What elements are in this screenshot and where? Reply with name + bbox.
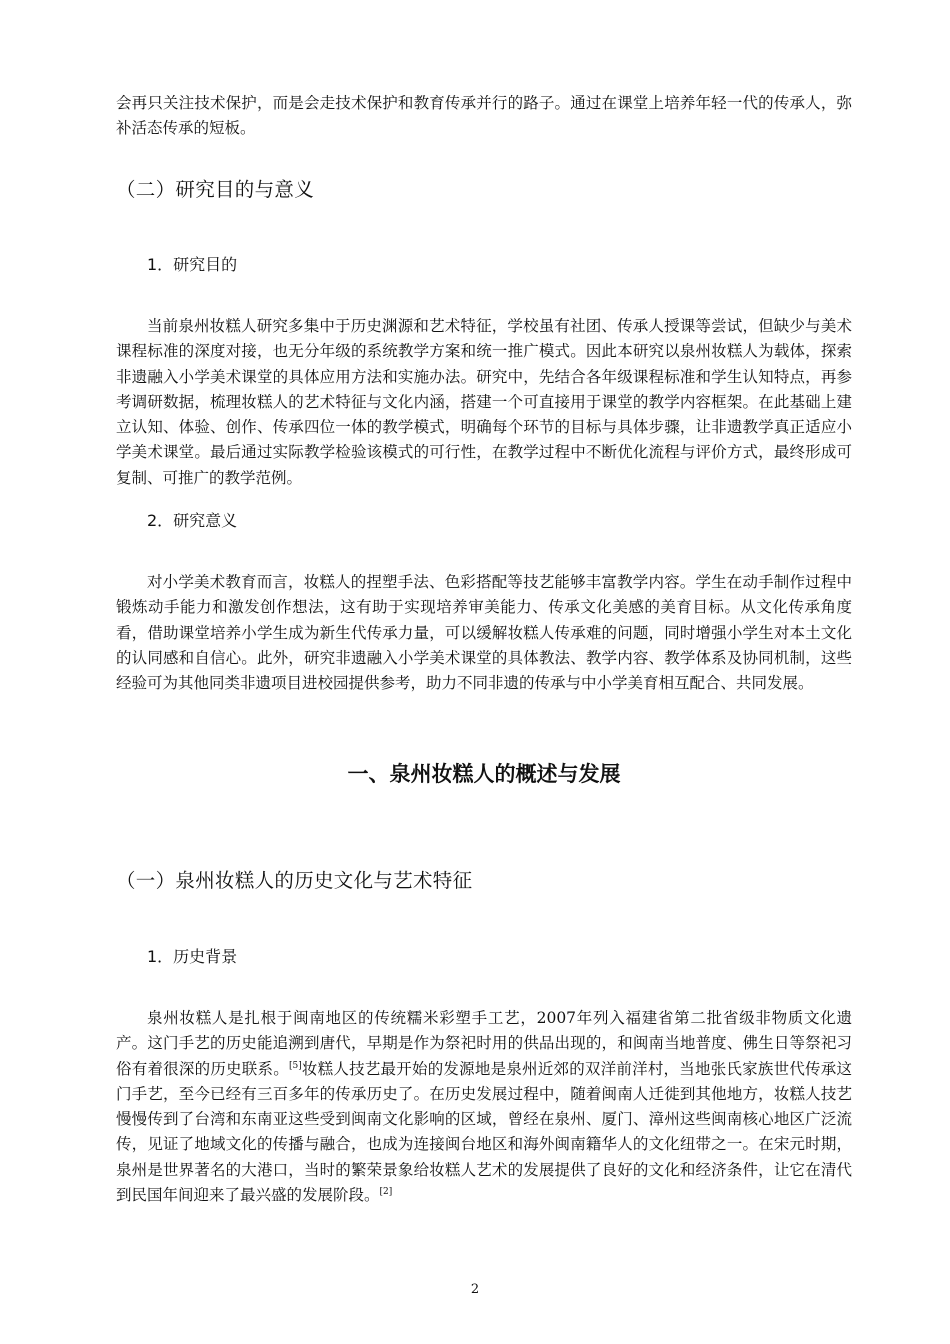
paragraph-historical-background: [116, 1006, 852, 1208]
paragraph-intro-continued: 会再只关注技术保护，而是会走技术保护和教育传承并行的路子。通过在课堂上培养年轻一代的传承人，弥补活态传承的短板。: [116, 94, 852, 138]
history-text-part1: 泉州妆糕人是扎根于闽南地区的传统糯米彩塑手工艺，2007年列入福建省第二批省级非物质文化遗产。这门手艺的历史能追溯到唐代，早期是作为祭祀时用的供品出现的，和闽南当地普度、佛生日等祭祀习俗有着很深的历史联系。: [116, 1009, 852, 1078]
chapter-heading-overview: 一、泉州妆糕人的概述与发展: [347, 762, 621, 786]
subheading-historical-background: 1．历史背景: [147, 947, 238, 966]
paragraph-research-purpose: 当前泉州妆糕人研究多集中于历史渊源和艺术特征，学校虽有社团、传承人授课等尝试，但缺少与美术课程标准的深度对接，也无分年级的系统教学方案和统一推广模式。因此本研究以泉州妆糕人为载体，探索非遗融入小学美术课堂的具体应用方法和实施办法。研究中，先结合各年级课程标准和学生认知特点，再参考调研数据，梳理妆糕人的艺术特征与文化内涵，搭建一个可直接用于课堂的教学内容框架。在此基础上建立认知、体验、创作、传承四位一体的教学模式，明确每个环节的目标与具体步骤，让非遗教学真正适应小学美术课堂。最后通过实际教学检验该模式的可行性，在教学过程中不断优化流程与评价方式，最终形成可复制、可推广的教学范例。: [116, 317, 852, 487]
subheading-research-significance: 2．研究意义: [147, 511, 238, 530]
paragraph-research-significance: 对小学美术教育而言，妆糕人的捏塑手法、色彩搭配等技艺能够丰富教学内容。学生在动手制作过程中锻炼动手能力和激发创作想法，这有助于实现培养审美能力、传承文化美感的美育目标。从文化传承角度看，借助课堂培养小学生成为新生代传承力量，可以缓解妆糕人传承难的问题，同时增强小学生对本土文化的认同感和自信心。此外，研究非遗融入小学美术课堂的具体教法、教学内容、教学体系及协同机制，这些经验可为其他同类非遗项目进校园提供参考，助力不同非遗的传承与中小学美育相互配合、共同发展。: [116, 573, 852, 693]
page-number: 2: [470, 1282, 480, 1297]
section-heading-history-art: （一）泉州妆糕人的历史文化与艺术特征: [116, 869, 473, 892]
section-heading-purpose-significance: （二）研究目的与意义: [116, 178, 315, 201]
citation-ref-2: [2]: [379, 1187, 393, 1198]
citation-ref-5: [5]: [288, 1060, 302, 1071]
history-text-part2: 妆糕人技艺最开始的发源地是泉州近郊的双洋前洋村，当地张氏家族世代传承这门手艺，至今已经有三百多年的传承历史了。在历史发展过程中，随着闽南人迁徙到其他地方，妆糕人技艺慢慢传到了台湾和东南亚这些受到闽南文化影响的区域，曾经在泉州、厦门、漳州这些闽南核心地区广泛流传，见证了地域文化的传播与融合，也成为连接闽台地区和海外闽南籍华人的文化纽带之一。在宋元时期，泉州是世界著名的大港口，当时的繁荣景象给妆糕人艺术的发展提供了良好的文化和经济条件，让它在清代到民国年间迎来了最兴盛的发展阶段。: [116, 1059, 852, 1205]
subheading-research-purpose: 1．研究目的: [147, 255, 238, 274]
